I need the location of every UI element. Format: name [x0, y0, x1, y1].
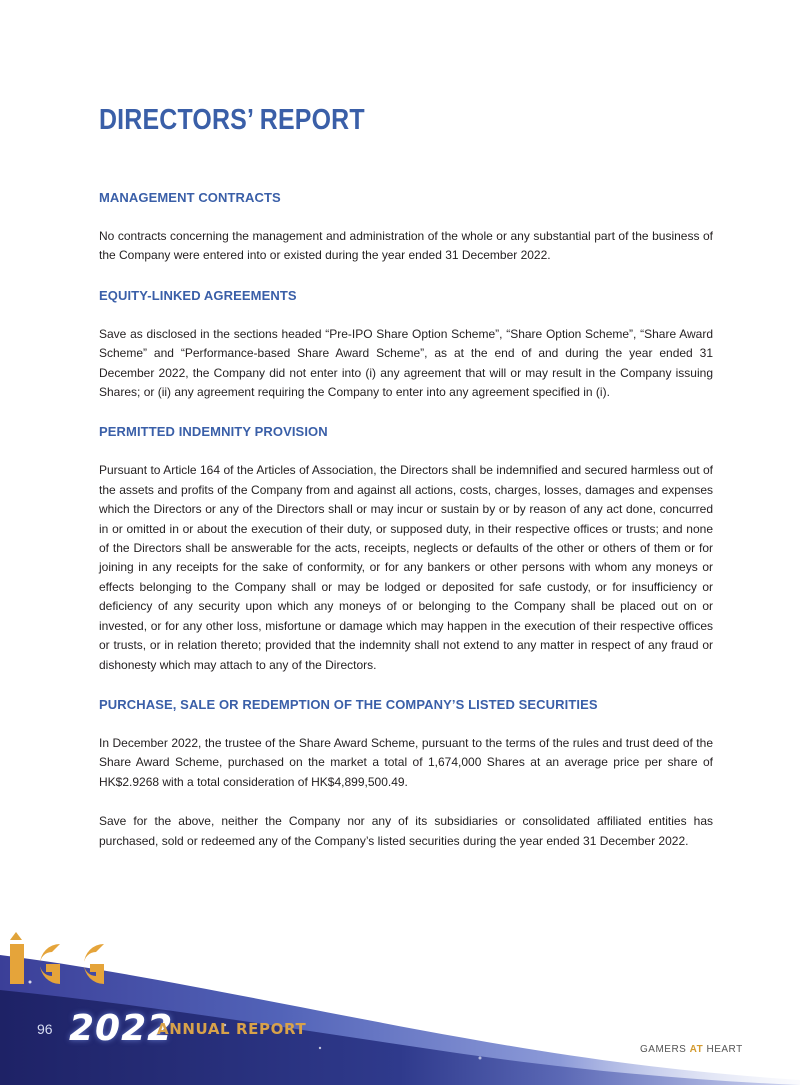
- paragraph-equity-linked-agreements: Save as disclosed in the sections headed “Pre-IPO Share Option Scheme”, “Share Option Scheme”, “Share Award Scheme” and “Performance-based Share Award Scheme”, as at the end of and during the year ended 31 December 2022, the Company did not enter into (i) any agreement that will or may result in the Company issuing Shares; or (ii) any agreement requiring the Company to enter into any agreement specified in (i).: [99, 326, 713, 400]
- paragraph-management-contracts: No contracts concerning the management and administration of the whole or any substantial part of the business of the Company were entered into or existed during the year ended 31 December 2022.: [99, 229, 713, 263]
- page-title: DIRECTORS’ REPORT: [99, 104, 365, 136]
- footer-year: 2022: [69, 1008, 174, 1049]
- igg-logo: [0, 930, 110, 1000]
- section-heading-management-contracts: MANAGEMENT CONTRACTS: [99, 190, 281, 205]
- page-number: 96: [37, 1021, 53, 1037]
- paragraph-no-other-purchases: Save for the above, neither the Company nor any of its subsidiaries or consolidated affiliated entities has purchased, sold or redeemed any of the Company’s listed securities during the year ended 31 December 2022.: [99, 814, 713, 848]
- tagline-heart: HEART: [703, 1044, 743, 1055]
- report-body: [99, 188, 713, 851]
- paragraph-permitted-indemnity: Pursuant to Article 164 of the Articles of Association, the Directors shall be indemnified and secured harmless out of the assets and profits of the Company from and against all actions, costs, charges, losses, damages and expenses which the Directors or any of the Directors shall or may incur or sustain by or by reason of any act done, concurred in or omitted in or about the execution of their duty, or supposed duty, in their respective offices or trusts; and none of the Directors shall be answerable for the acts, receipts, neglects or defaults of the other or others of them or for joining in any receipts for the sake of conformity, or for any bankers or other persons with whom any moneys or effects belonging to the Company shall or may be lodged or deposited for safe custody, or for insufficiency or deficiency of any security upon which any moneys of or belonging to the Company shall be placed out on or invested, or for any other loss, misfortune or damage which may happen in the execution of their respective offices or trusts, or in relation thereto; provided that the indemnity shall not extend to any matter in respect of any fraud or dishonesty which may attach to any of the Directors.: [99, 463, 713, 672]
- section-heading-equity-linked-agreements: EQUITY-LINKED AGREEMENTS: [99, 287, 297, 303]
- section-heading-permitted-indemnity: PERMITTED INDEMNITY PROVISION: [99, 424, 328, 440]
- paragraph-share-purchase: In December 2022, the trustee of the Share Award Scheme, pursuant to the terms of the rules and trust deed of the Share Award Scheme, purchased on the market a total of 1,674,000 Shares at an average price per share of HK$2.9268 with a total consideration of HK$4,899,500.49.: [99, 735, 713, 789]
- section-heading-purchase-sale-redemption: PURCHASE, SALE OR REDEMPTION OF THE COMPANY’S LISTED SECURITIES: [99, 696, 598, 712]
- tagline-gamers: GAMERS: [640, 1044, 690, 1055]
- footer-annual-report-label: ANNUAL REPORT: [157, 1020, 307, 1038]
- logo-tagline: [640, 1044, 743, 1055]
- tagline-at: AT: [689, 1044, 704, 1055]
